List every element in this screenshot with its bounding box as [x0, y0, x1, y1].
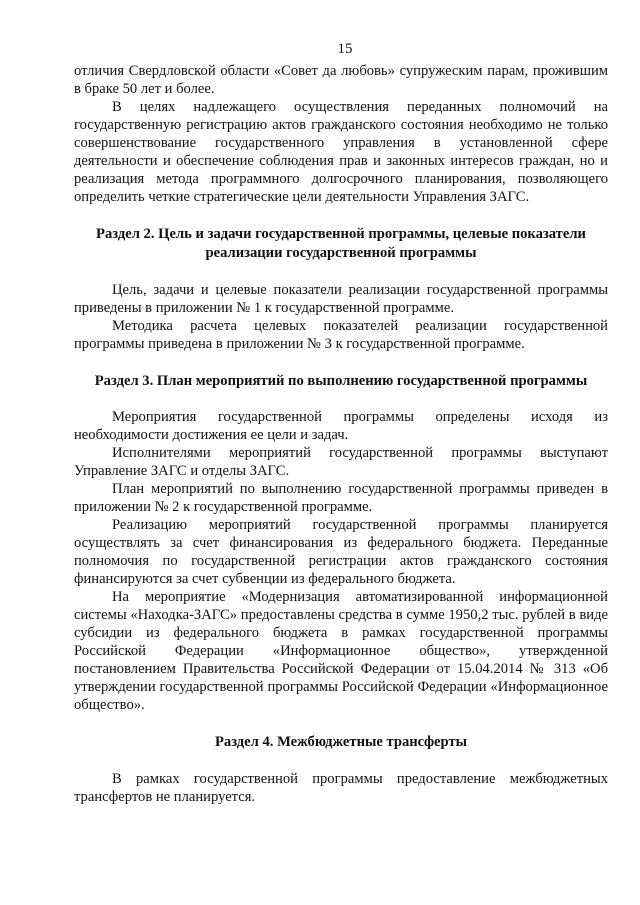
- section-4-body: [74, 770, 608, 806]
- section-2-paragraph-2: Методика расчета целевых показателей реализации государственной программы приведена в приложении № 3 к государственной программе.: [74, 318, 608, 352]
- section-2-paragraph-1: Цель, задачи и целевые показатели реализации государственной программы приведены в приложении № 1 к государственной программе.: [74, 282, 608, 316]
- section-3-paragraph-4: Реализацию мероприятий государственной программы планируется осуществлять за счет финансирования из федерального бюджета. Переданные полномочия по государственной регистрации актов гражданского состояния финансируются за счет субвенции из федерального бюджета.: [74, 517, 608, 587]
- section-3-paragraph-5: На мероприятие «Модернизация автоматизированной информационной системы «Находка-ЗАГС» предоставлены средства в сумме 1950,2 тыс. рублей в виде субсидии из федерального бюджета в рамках государственной программы Российской Федерации «Информационное общество», утвержденной постановлением Правительства Российской Федерации от 15.04.2014 № 313 «Об утверждении государственной программы Российской Федерации «Информационное общество».: [74, 589, 608, 713]
- intro-text: [74, 62, 608, 206]
- section-3-paragraph-3: План мероприятий по выполнению государственной программы приведен в приложении № 2 к государственной программе.: [74, 481, 608, 515]
- section-3-paragraph-1: Мероприятия государственной программы определены исходя из необходимости достижения ее цели и задач.: [74, 409, 608, 443]
- section-4-paragraph-1: В рамках государственной программы предоставление межбюджетных трансфертов не планируется.: [74, 771, 608, 805]
- page-number: 15: [337, 41, 353, 57]
- section-2-body: [74, 281, 608, 353]
- section-3-body: [74, 408, 608, 714]
- section-3-heading: Раздел 3. План мероприятий по выполнению государственной программы: [94, 373, 588, 389]
- section-2-heading: Раздел 2. Цель и задачи государственной программы, целевые показатели реализации государственной программы: [96, 226, 586, 261]
- section-3-paragraph-2: Исполнителями мероприятий государственной программы выступают Управление ЗАГС и отделы ЗАГС.: [74, 445, 608, 479]
- intro-paragraph-1: отличия Свердловской области «Совет да любовь» супружеским парам, прожившим в браке 50 лет и более.: [74, 63, 608, 97]
- intro-paragraph-2: В целях надлежащего осуществления переданных полномочий на государственную регистрацию актов гражданского состояния необходимо не только совершенствование государственного управления в установленной сфере деятельности и обеспечение соблюдения прав и законных интересов граждан, но и реализация метода программного долгосрочного планирования, позволяющего определить четкие стратегические цели деятельности Управления ЗАГС.: [74, 99, 608, 205]
- section-4-heading: Раздел 4. Межбюджетные трансферты: [214, 734, 468, 750]
